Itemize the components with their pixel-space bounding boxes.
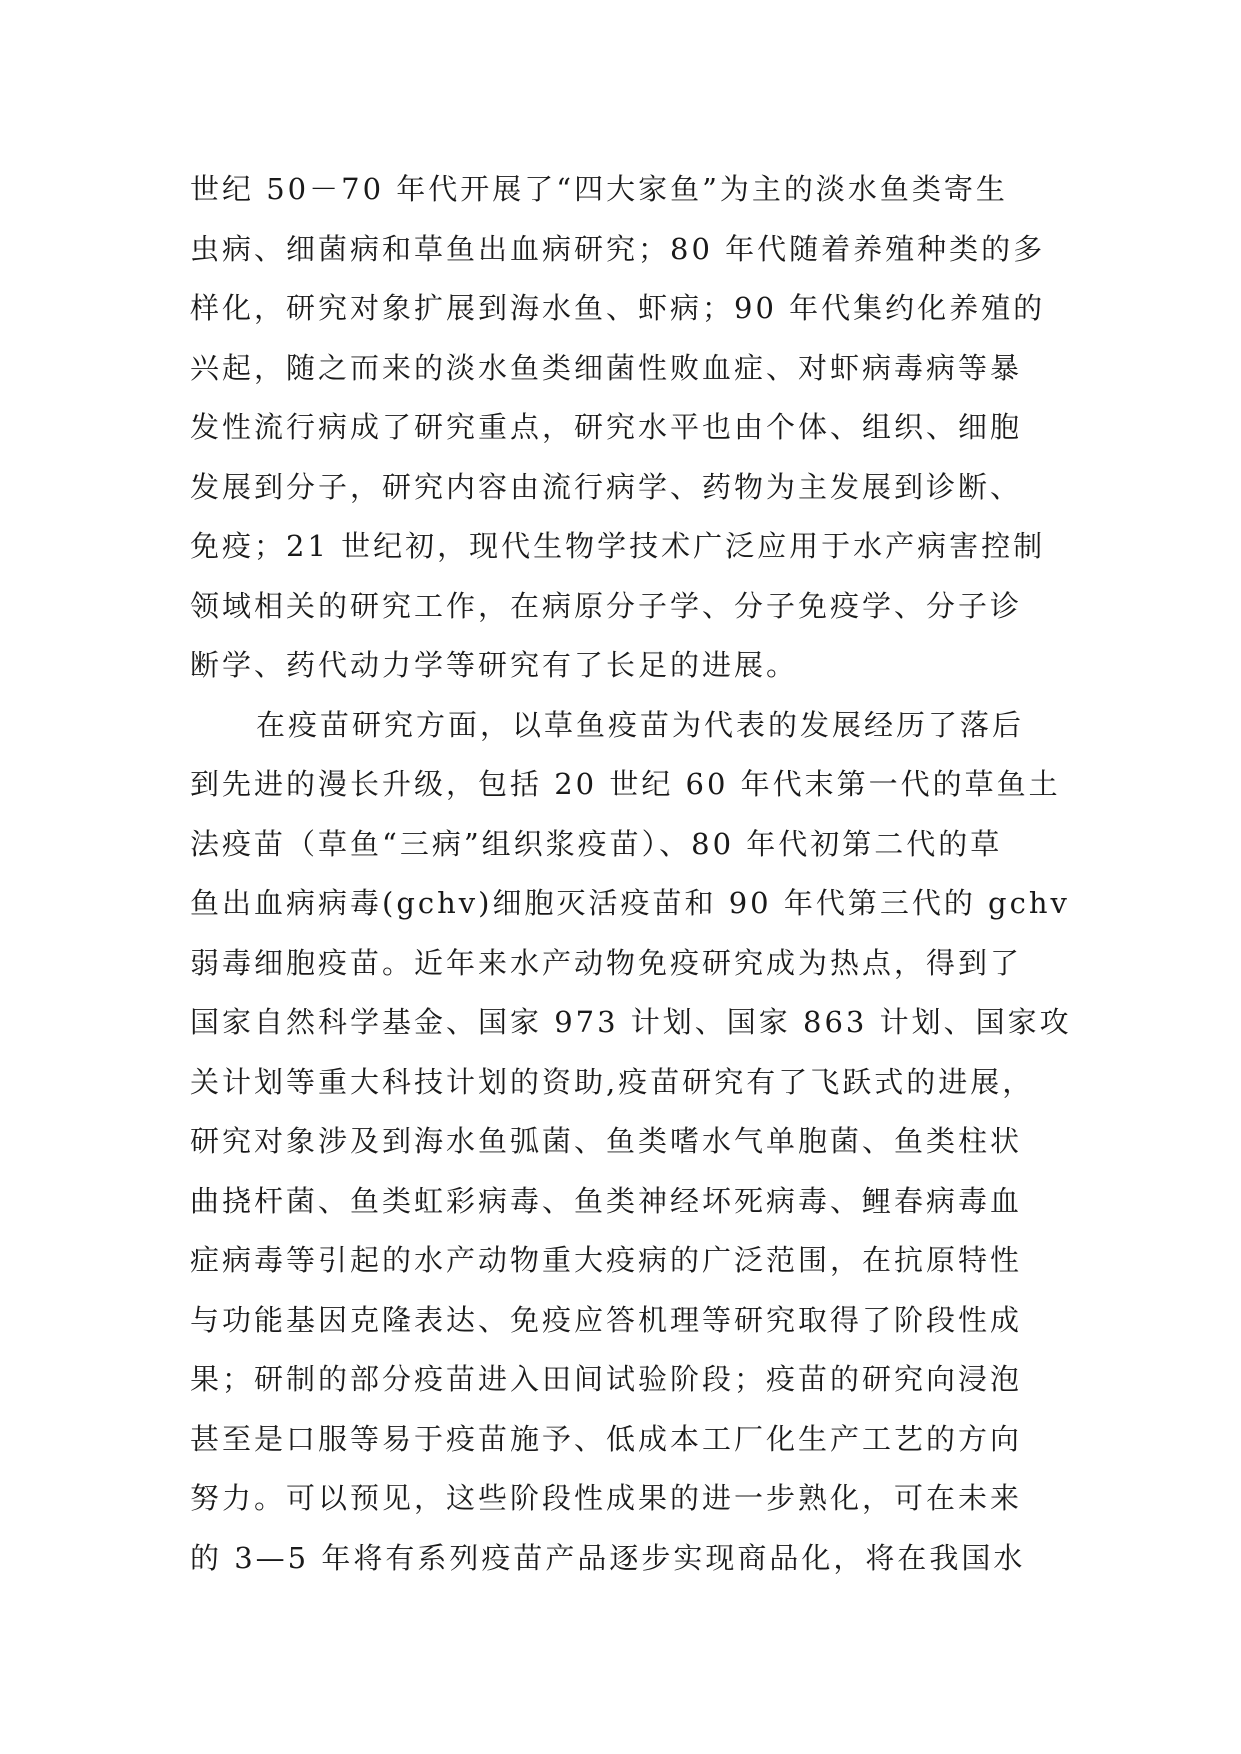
text-line: 症病毒等引起的水产动物重大疫病的广泛范围，在抗原特性 xyxy=(190,1243,1023,1277)
text-line: 果；研制的部分疫苗进入田间试验阶段；疫苗的研究向浸泡 xyxy=(190,1362,1023,1396)
text-line: 断学、药代动力学等研究有了长足的进展。 xyxy=(190,648,799,682)
text-line: 领域相关的研究工作，在病原分子学、分子免疫学、分子诊 xyxy=(190,588,1023,623)
text-line: 兴起，随之而来的淡水鱼类细菌性败血症、对虾病毒病等暴 xyxy=(190,350,1023,385)
text-line: 发展到分子，研究内容由流行病学、药物为主发展到诊断、 xyxy=(190,469,1023,504)
text-line: 到先进的漫长升级，包括 20 世纪 60 年代末第一代的草鱼土 xyxy=(190,767,1061,801)
text-line: 世纪 50－70 年代开展了“四大家鱼”为主的淡水鱼类寄生 xyxy=(190,172,1008,206)
text-line: 虫病、细菌病和草鱼出血病研究；80 年代随着养殖种类的多 xyxy=(190,231,1046,266)
text-line: 弱毒细胞疫苗。近年来水产动物免疫研究成为热点，得到了 xyxy=(190,945,1023,980)
text-line: 国家自然科学基金、国家 973 计划、国家 863 计划、国家攻 xyxy=(190,1005,1072,1039)
text-line: 甚至是口服等易于疫苗施予、低成本工厂化生产工艺的方向 xyxy=(190,1421,1023,1456)
text-line: 发性流行病成了研究重点，研究水平也由个体、组织、细胞 xyxy=(190,410,1023,444)
text-line: 免疫；21 世纪初，现代生物学技术广泛应用于水产病害控制 xyxy=(190,529,1046,563)
text-line: 样化，研究对象扩展到海水鱼、虾病；90 年代集约化养殖的 xyxy=(190,291,1046,325)
paragraph-first-line: 在疫苗研究方面，以草鱼疫苗为代表的发展经历了落后 xyxy=(256,707,1025,742)
text-line: 关计划等重大科技计划的资助,疫苗研究有了飞跃式的进展， xyxy=(190,1064,1035,1099)
text-line: 的 3—5 年将有系列疫苗产品逐步实现商品化，将在我国水 xyxy=(190,1540,1026,1575)
text-line: 与功能基因克隆表达、免疫应答机理等研究取得了阶段性成 xyxy=(190,1302,1023,1337)
text-line: 曲挠杆菌、鱼类虹彩病毒、鱼类神经坏死病毒、鲤春病毒血 xyxy=(190,1183,1023,1218)
text-line: 努力。可以预见，这些阶段性成果的进一步熟化，可在未来 xyxy=(190,1481,1023,1515)
body-text xyxy=(190,160,1070,1588)
text-line: 鱼出血病病毒(gchv)细胞灭活疫苗和 90 年代第三代的 gchv xyxy=(190,886,1070,920)
text-line: 法疫苗（草鱼“三病”组织浆疫苗）、80 年代初第二代的草 xyxy=(190,826,1003,861)
text-line: 研究对象涉及到海水鱼弧菌、鱼类嗜水气单胞菌、鱼类柱状 xyxy=(190,1124,1023,1158)
